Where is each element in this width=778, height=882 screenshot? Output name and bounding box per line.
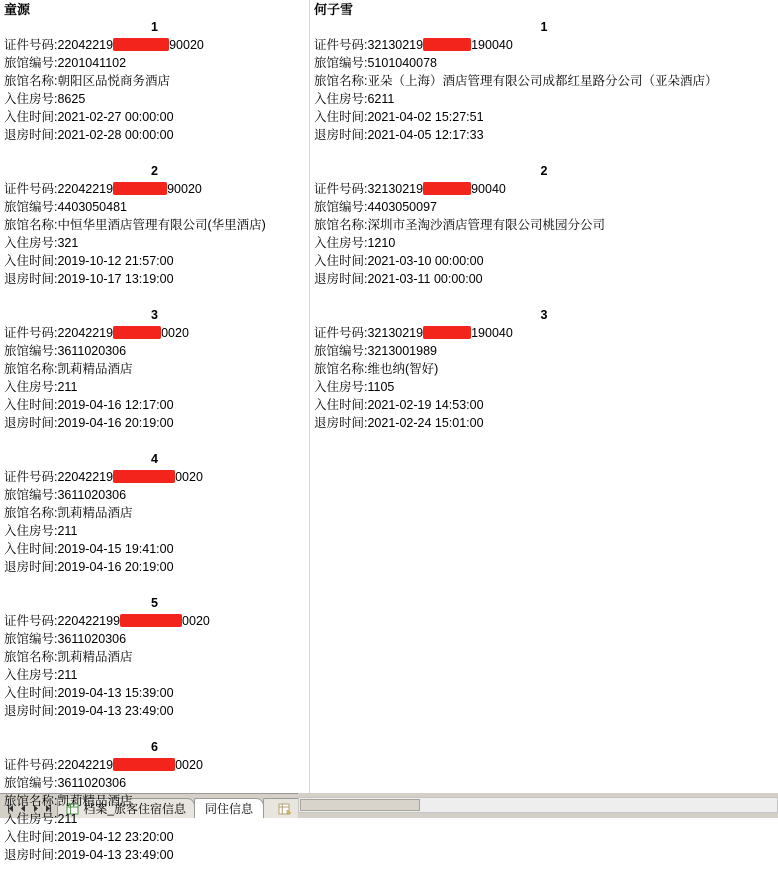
record-text: 旅馆编号:3213001989	[314, 344, 437, 358]
record-line	[310, 216, 778, 234]
record-value-suffix: 0020	[175, 470, 203, 484]
record-line	[0, 486, 309, 504]
record-line	[310, 36, 778, 54]
sheet-tab-archive-label: 档案_旅客住宿信息	[83, 802, 187, 816]
record-label: 证件号码:22042219	[4, 470, 114, 484]
redaction-bar	[113, 38, 169, 51]
sheet-tab-cohabit[interactable]	[194, 798, 264, 818]
record-text: 旅馆编号:5101040078	[314, 56, 437, 70]
record-line	[310, 198, 778, 216]
record-text: 入住房号:321	[4, 236, 79, 250]
record-label: 证件号码:32130219	[314, 38, 424, 52]
record-line	[0, 828, 309, 846]
record-text	[314, 182, 506, 196]
record-text: 退房时间:2021-04-05 12:17:33	[314, 128, 484, 142]
record-line	[310, 414, 778, 432]
group-index: 2	[540, 164, 548, 178]
redaction-bar	[113, 758, 175, 771]
record-text: 入住时间:2019-04-12 23:20:00	[4, 830, 174, 844]
record-text: 退房时间:2021-02-28 00:00:00	[4, 128, 174, 142]
group-index: 3	[151, 308, 158, 322]
record-label: 证件号码:22042219	[4, 326, 114, 340]
column-right	[310, 0, 778, 793]
record-label: 证件号码:22042219	[4, 758, 114, 772]
record-text: 入住时间:2019-04-15 19:41:00	[4, 542, 174, 556]
record-text: 入住房号:6211	[314, 92, 395, 106]
record-line	[0, 684, 309, 702]
record-text	[4, 470, 203, 484]
record-text	[4, 614, 210, 628]
record-text: 入住房号:211	[4, 524, 78, 538]
record-text: 入住时间:2021-04-02 15:27:51	[314, 110, 484, 124]
group-index: 4	[151, 452, 158, 466]
spacer-row	[310, 432, 778, 450]
record-text	[4, 38, 204, 52]
record-label: 证件号码:32130219	[314, 182, 424, 196]
redaction-bar	[423, 326, 471, 339]
record-line	[310, 252, 778, 270]
record-line	[0, 216, 309, 234]
redaction-bar	[113, 182, 167, 195]
record-line	[0, 774, 309, 792]
record-value-suffix: 90020	[167, 182, 202, 196]
record-line	[0, 558, 309, 576]
record-line	[0, 270, 309, 288]
record-line	[310, 90, 778, 108]
record-text: 旅馆名称:凯莉精品酒店	[4, 650, 133, 664]
record-text: 旅馆编号:4403050097	[314, 200, 437, 214]
record-text: 退房时间:2019-04-16 20:19:00	[4, 416, 174, 430]
record-label: 证件号码:22042219	[4, 38, 114, 52]
record-line	[0, 72, 309, 90]
record-text: 入住时间:2019-04-16 12:17:00	[4, 398, 174, 412]
spacer-row	[0, 288, 309, 306]
record-text: 旅馆名称:深圳市圣淘沙酒店管理有限公司桃园分公司	[314, 218, 605, 232]
record-text: 退房时间:2021-03-11 00:00:00	[314, 272, 483, 286]
record-line	[310, 324, 778, 342]
record-value-suffix: 0020	[161, 326, 189, 340]
record-line	[0, 108, 309, 126]
record-text: 旅馆名称:中恒华里酒店管理有限公司(华里酒店)	[4, 218, 266, 232]
record-text	[4, 326, 189, 340]
record-line	[0, 522, 309, 540]
spacer-row	[310, 288, 778, 306]
record-value-suffix: 0020	[182, 614, 210, 628]
record-line	[310, 234, 778, 252]
record-line	[0, 90, 309, 108]
record-text: 旅馆名称:维也纳(智好)	[314, 362, 439, 376]
record-line	[0, 54, 309, 72]
record-line	[0, 198, 309, 216]
record-text: 旅馆编号:3611020306	[4, 776, 127, 790]
spacer-row	[0, 576, 309, 594]
scroll-track[interactable]	[298, 797, 778, 813]
record-line	[0, 756, 309, 774]
record-text: 入住房号:211	[4, 668, 78, 682]
record-text: 入住房号:211	[4, 380, 78, 394]
record-text: 退房时间:2019-04-16 20:19:00	[4, 560, 174, 574]
group-index: 1	[151, 20, 158, 34]
record-line	[310, 72, 778, 90]
record-text: 入住房号:1210	[314, 236, 396, 250]
record-text: 旅馆编号:3611020306	[4, 632, 127, 646]
record-line	[310, 270, 778, 288]
spacer-row	[0, 720, 309, 738]
group-index: 2	[151, 164, 158, 178]
record-line	[310, 108, 778, 126]
spacer-row	[0, 432, 309, 450]
new-sheet-icon	[278, 801, 292, 814]
record-line	[310, 126, 778, 144]
record-text: 退房时间:2019-10-17 13:19:00	[4, 272, 174, 286]
record-text: 入住时间:2019-10-12 21:57:00	[4, 254, 174, 268]
record-value-suffix: 90040	[471, 182, 506, 196]
record-value-suffix: 190040	[471, 38, 513, 52]
record-label: 证件号码:22042219	[4, 182, 114, 196]
record-text: 退房时间:2019-04-13 23:49:00	[4, 848, 174, 862]
redaction-bar	[113, 470, 175, 483]
spacer-row	[0, 864, 309, 882]
record-text: 入住时间:2021-02-27 00:00:00	[4, 110, 174, 124]
record-text: 旅馆名称:朝阳区品悦商务酒店	[4, 74, 170, 88]
column-header-left: 童源	[4, 2, 31, 17]
horizontal-scrollbar[interactable]	[298, 793, 778, 818]
record-value-suffix: 0020	[175, 758, 203, 772]
record-text	[4, 182, 202, 196]
group-index: 5	[151, 596, 158, 610]
redaction-bar	[423, 38, 471, 51]
record-line	[0, 612, 309, 630]
record-text: 入住房号:211	[4, 812, 78, 826]
record-label: 证件号码:32130219	[314, 326, 424, 340]
record-text: 旅馆编号:3611020306	[4, 344, 127, 358]
record-line	[0, 666, 309, 684]
redaction-bar	[120, 614, 182, 627]
record-line	[310, 396, 778, 414]
group-index: 3	[540, 308, 548, 322]
record-line	[0, 702, 309, 720]
record-text: 退房时间:2021-02-24 15:01:00	[314, 416, 484, 430]
redaction-bar	[423, 182, 471, 195]
record-line	[0, 126, 309, 144]
record-text: 旅馆名称:凯莉精品酒店	[4, 506, 133, 520]
record-text: 入住时间:2021-03-10 00:00:00	[314, 254, 484, 268]
group-index: 6	[151, 740, 158, 754]
record-text: 旅馆名称:亚朵（上海）酒店管理有限公司成都红星路分公司（亚朵酒店）	[314, 74, 718, 88]
redaction-bar	[113, 326, 161, 339]
record-line	[0, 504, 309, 522]
spacer-row	[0, 144, 309, 162]
record-line	[0, 468, 309, 486]
record-text	[314, 38, 513, 52]
spacer-row	[310, 144, 778, 162]
scroll-thumb[interactable]	[300, 799, 420, 811]
record-text: 旅馆编号:2201041102	[4, 56, 127, 70]
record-line	[0, 180, 309, 198]
record-line	[0, 540, 309, 558]
record-text	[4, 758, 203, 772]
record-label: 证件号码:220422199	[4, 614, 121, 628]
record-text: 旅馆名称:凯莉精品酒店	[4, 794, 133, 808]
record-line	[0, 234, 309, 252]
record-value-suffix: 190040	[471, 326, 513, 340]
record-text: 旅馆编号:4403050481	[4, 200, 127, 214]
record-line	[310, 360, 778, 378]
column-header-right: 何子雪	[314, 2, 354, 17]
record-line	[0, 378, 309, 396]
record-line	[0, 630, 309, 648]
record-text: 退房时间:2019-04-13 23:49:00	[4, 704, 174, 718]
record-text: 入住时间:2021-02-19 14:53:00	[314, 398, 484, 412]
record-line	[0, 648, 309, 666]
record-line	[310, 54, 778, 72]
record-line	[0, 252, 309, 270]
record-line	[310, 342, 778, 360]
column-right-body	[310, 18, 778, 450]
record-text	[314, 326, 513, 340]
record-line	[0, 414, 309, 432]
sheet-tab-cohabit-label: 同住信息	[205, 802, 254, 816]
record-line	[0, 36, 309, 54]
record-line	[0, 360, 309, 378]
record-line	[0, 396, 309, 414]
record-text: 入住房号:8625	[4, 92, 86, 106]
record-text: 旅馆编号:3611020306	[4, 488, 127, 502]
record-text: 入住时间:2019-04-13 15:39:00	[4, 686, 174, 700]
record-value-suffix: 90020	[169, 38, 204, 52]
record-text: 旅馆名称:凯莉精品酒店	[4, 362, 133, 376]
record-line	[0, 846, 309, 864]
record-line	[310, 180, 778, 198]
record-line	[0, 324, 309, 342]
record-line	[310, 378, 778, 396]
record-text: 入住房号:1105	[314, 380, 395, 394]
group-index: 1	[540, 20, 548, 34]
record-line	[0, 342, 309, 360]
column-left-body	[0, 18, 309, 882]
